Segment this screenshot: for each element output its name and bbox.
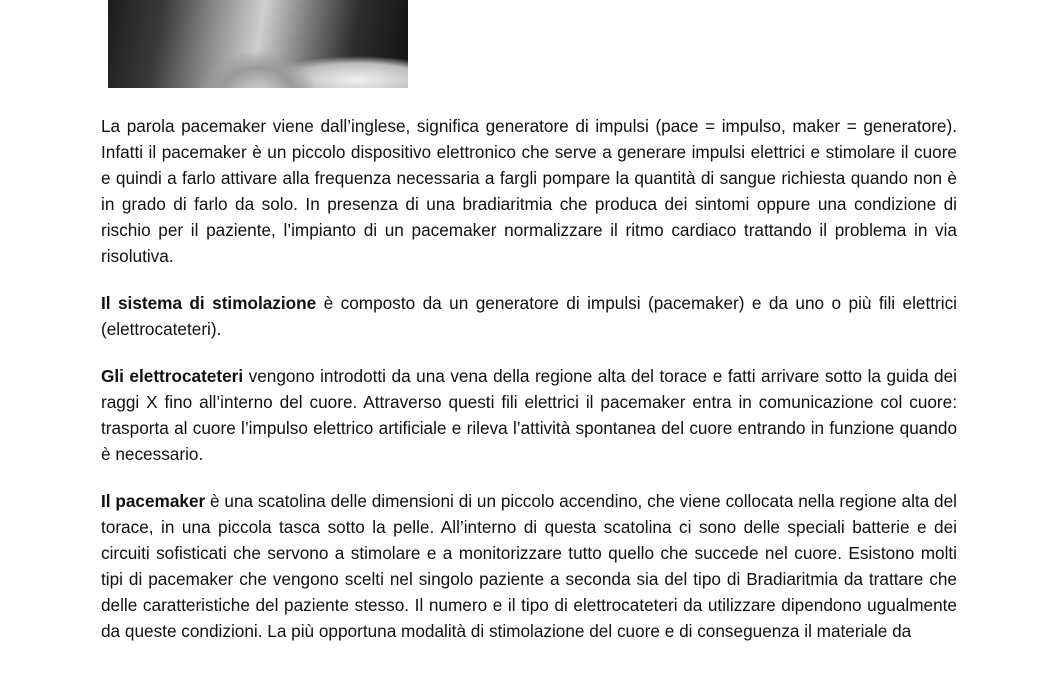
paragraph-elettrocateteri bbox=[101, 363, 957, 467]
paragraph-elettrocateteri-text: vengono introdotti da una vena della regione alta del torace e fatti arrivare sotto la guida dei raggi X fino all’interno del cuore. Attraverso questi fili elettrici il pacemaker entra in comunicazione col cuore: trasporta al cuore l’impulso elettrico artificiale e rileva l’attività spontanea del cuore entrando in funzione quando è necessario. bbox=[101, 366, 957, 464]
paragraph-intro-text: La parola pacemaker viene dall’inglese, significa generatore di impulsi (pace = impulso, maker = generatore). Infatti il pacemaker è un piccolo dispositivo elettronico che serve a generare impulsi elettrici e stimolare il cuore e quindi a farlo attivare alla frequenza necessaria a fargli pompare la quantità di sangue richiesta quando non è in grado di farlo da solo. In presenza di una bradiaritmia che produca dei sintomi oppure una condizione di rischio per il paziente, l’impianto di un pacemaker normalizzare il ritmo cardiaco trattando il problema in via risolutiva. bbox=[101, 116, 957, 266]
paragraph-intro bbox=[101, 113, 957, 269]
xray-image bbox=[108, 0, 408, 88]
paragraph-sistema bbox=[101, 290, 957, 342]
paragraph-pacemaker-bold: Il pacemaker bbox=[101, 491, 206, 511]
paragraph-sistema-bold: Il sistema di stimolazione bbox=[101, 293, 317, 313]
paragraph-elettrocateteri-bold: Gli elettrocateteri bbox=[101, 366, 244, 386]
paragraph-pacemaker bbox=[101, 488, 957, 644]
paragraph-sistema-text: è composto da un generatore di impulsi (pacemaker) e da uno o più fili elettrici (elettrocateteri). bbox=[101, 293, 957, 339]
paragraph-pacemaker-text: è una scatolina delle dimensioni di un piccolo accendino, che viene collocata nella regione alta del torace, in una piccola tasca sotto la pelle. All’interno di questa scatolina ci sono delle speciali batterie e dei circuiti sofisticati che servono a stimolare e a monitorizzare tutto quello che succede nel cuore. Esistono molti tipi di pacemaker che vengono scelti nel singolo paziente a seconda sia del tipo di Bradiaritmia da trattare che delle caratteristiche del paziente stesso. Il numero e il tipo di elettrocateteri da utilizzare dipendono ugualmente da queste condizioni. La più opportuna modalità di stimolazione del cuore e di conseguenza il materiale da bbox=[101, 491, 957, 641]
document-body bbox=[101, 113, 957, 665]
